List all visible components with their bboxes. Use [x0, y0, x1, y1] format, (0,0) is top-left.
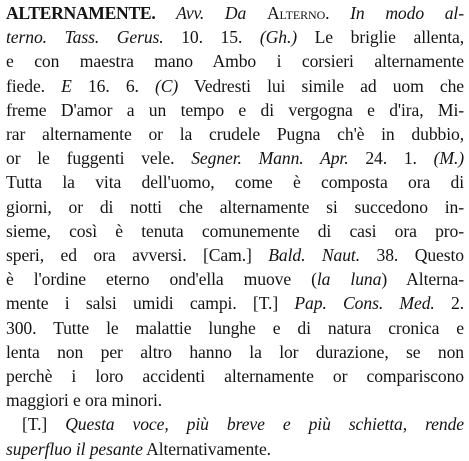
- dictionary-entry: [6, 1, 464, 461]
- entry-text: Tutta la vita dell'uomo, come è composta ora di: [6, 172, 464, 193]
- entry-text: giorni, or di notti che alternamente si succedono in-: [6, 196, 464, 217]
- entry-line: [6, 98, 464, 122]
- italic-text: Segner. Mann. Apr.: [191, 148, 349, 169]
- entry-line: [6, 25, 464, 49]
- entry-text: 24. 1.: [348, 148, 434, 169]
- entry-text: speri, ed ora avversi. [Cam.]: [6, 245, 269, 266]
- entry-text: [155, 3, 176, 23]
- entry-text: ) Alterna-: [381, 269, 464, 290]
- italic-text: E: [61, 75, 72, 96]
- entry-text: è l'ordine eterno ond'ella muove (: [6, 269, 317, 290]
- entry-text: 300. Tutte le malattie lunghe e di natura cronica e: [6, 317, 464, 338]
- entry-text: [T.]: [22, 414, 66, 435]
- entry-text: Le briglie allenta,: [297, 27, 464, 48]
- entry-line: [6, 170, 464, 194]
- italic-text: Avv. Da: [176, 3, 247, 23]
- entry-text: Vedresti lui simile ad uom che: [178, 75, 464, 96]
- small-caps-text: Alterno: [266, 3, 326, 23]
- entry-text: 2.: [434, 293, 464, 314]
- entry-text: [246, 3, 267, 23]
- entry-line: [6, 316, 464, 340]
- entry-text: 10. 15.: [163, 27, 260, 48]
- entry-text: sieme, così è tenuta comunemente di casi ora pro-: [6, 220, 464, 241]
- entry-line: [6, 437, 464, 461]
- italic-text: (Gh.): [259, 27, 298, 48]
- italic-text: (M.): [433, 148, 464, 169]
- entry-text: freme D'amor a un tempo e di vergogna e d'ira, Mi-: [6, 99, 464, 120]
- entry-text: Alternativamente.: [142, 438, 271, 459]
- italic-text: Pap. Cons. Med.: [294, 293, 435, 314]
- entry-text: mente i salsi umidi campi. [T.]: [6, 293, 295, 314]
- entry-line: [6, 146, 464, 170]
- entry-line: [6, 195, 464, 219]
- italic-text: terno. Tass. Gerus.: [6, 27, 164, 48]
- entry-line: [6, 340, 464, 364]
- entry-line: [6, 291, 464, 315]
- italic-text: superfluo il pesante: [6, 438, 143, 459]
- entry-line: [6, 74, 464, 98]
- entry-line: [6, 243, 464, 267]
- entry-line: [6, 1, 464, 25]
- entry-text: fiede.: [6, 75, 62, 96]
- italic-text: la luna: [316, 269, 382, 290]
- entry-line: [6, 364, 464, 388]
- entry-text: rar alternamente or la crudele Pugna ch'è in dubbio,: [6, 124, 464, 145]
- entry-text: or le fuggenti vele.: [6, 148, 192, 169]
- entry-text: 16. 6.: [71, 75, 156, 96]
- entry-text: 38. Questo: [360, 245, 464, 266]
- entry-line: [6, 388, 464, 412]
- italic-text: Questa voce, più breve e più schietta, rende: [65, 414, 464, 435]
- italic-text: Bald. Naut.: [268, 245, 361, 266]
- entry-text: e con maestra mano Ambo i corsieri alternamente: [6, 51, 464, 72]
- entry-text: .: [325, 3, 351, 23]
- headword: ALTERNAMENTE.: [6, 3, 156, 23]
- entry-line: [6, 412, 464, 436]
- entry-text: perchè i loro accidenti alternamente or compariscono: [6, 366, 464, 387]
- italic-text: In modo al-: [350, 3, 464, 23]
- italic-text: (C): [155, 75, 179, 96]
- entry-line: [6, 122, 464, 146]
- entry-text: lenta non per altro hanno la lor durazione, se non: [6, 341, 464, 362]
- entry-text: maggiori e ora minori.: [6, 390, 163, 411]
- entry-line: [6, 219, 464, 243]
- entry-line: [6, 267, 464, 291]
- entry-line: [6, 49, 464, 73]
